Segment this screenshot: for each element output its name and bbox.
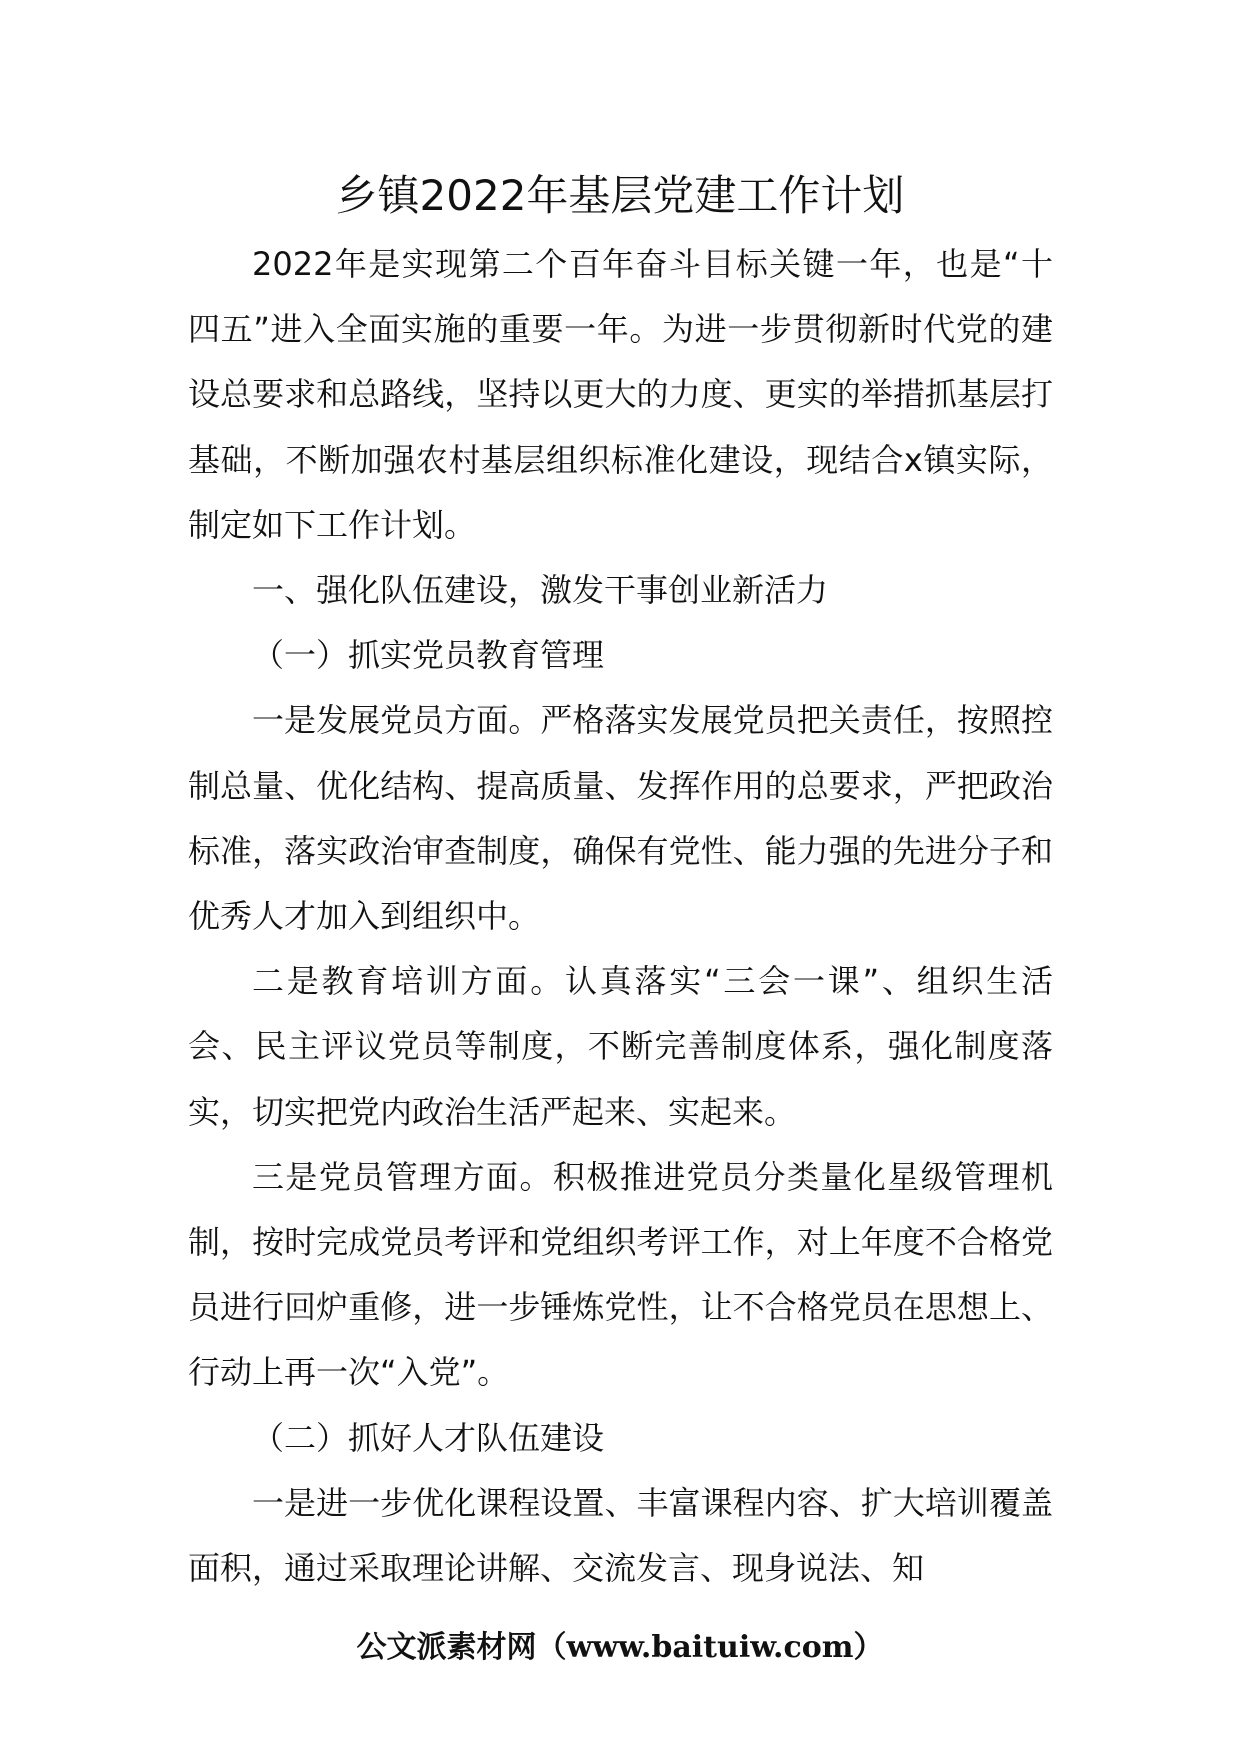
intro-paragraph: 2022年是实现第二个百年奋斗目标关键一年，也是“十四五”进入全面实施的重要一年。为进一步贯彻新时代党的建设总要求和总路线，坚持以更大的力度、更实的举措抓基层打基础，不断加强农村基层组织标准化建设，现结合x镇实际，制定如下工作计划。 — [188, 245, 1053, 544]
paragraph-party-member-development: 一是发展党员方面。严格落实发展党员把关责任，按照控制总量、优化结构、提高质量、发挥作用的总要求，严把政治标准，落实政治审查制度，确保有党性、能力强的先进分子和优秀人才加入到组织中。 — [188, 701, 1053, 936]
paragraph-education-training: 二是教育培训方面。认真落实“三会一课”、组织生活会、民主评议党员等制度，不断完善制度体系，强化制度落实，切实把党内政治生活严起来、实起来。 — [188, 962, 1053, 1131]
subsection-heading-1: （一）抓实党员教育管理 — [252, 636, 605, 675]
subsection-heading-2: （二）抓好人才队伍建设 — [252, 1418, 605, 1457]
paragraph-member-management: 三是党员管理方面。积极推进党员分类量化星级管理机制，按时完成党员考评和党组织考评工作，对上年度不合格党员进行回炉重修，进一步锤炼党性，让不合格党员在思想上、行动上再一次“入党”。 — [188, 1157, 1053, 1392]
document-title: 乡镇2022年基层党建工作计划 — [335, 171, 905, 220]
document-body — [188, 232, 1053, 1601]
footer-watermark: 公文派素材网（www.baituiw.com） — [356, 1630, 884, 1665]
section-heading-1: 一、强化队伍建设，激发干事创业新活力 — [252, 571, 829, 610]
paragraph-talent-training: 一是进一步优化课程设置、丰富课程内容、扩大培训覆盖面积，通过采取理论讲解、交流发言、现身说法、知 — [188, 1483, 1053, 1588]
